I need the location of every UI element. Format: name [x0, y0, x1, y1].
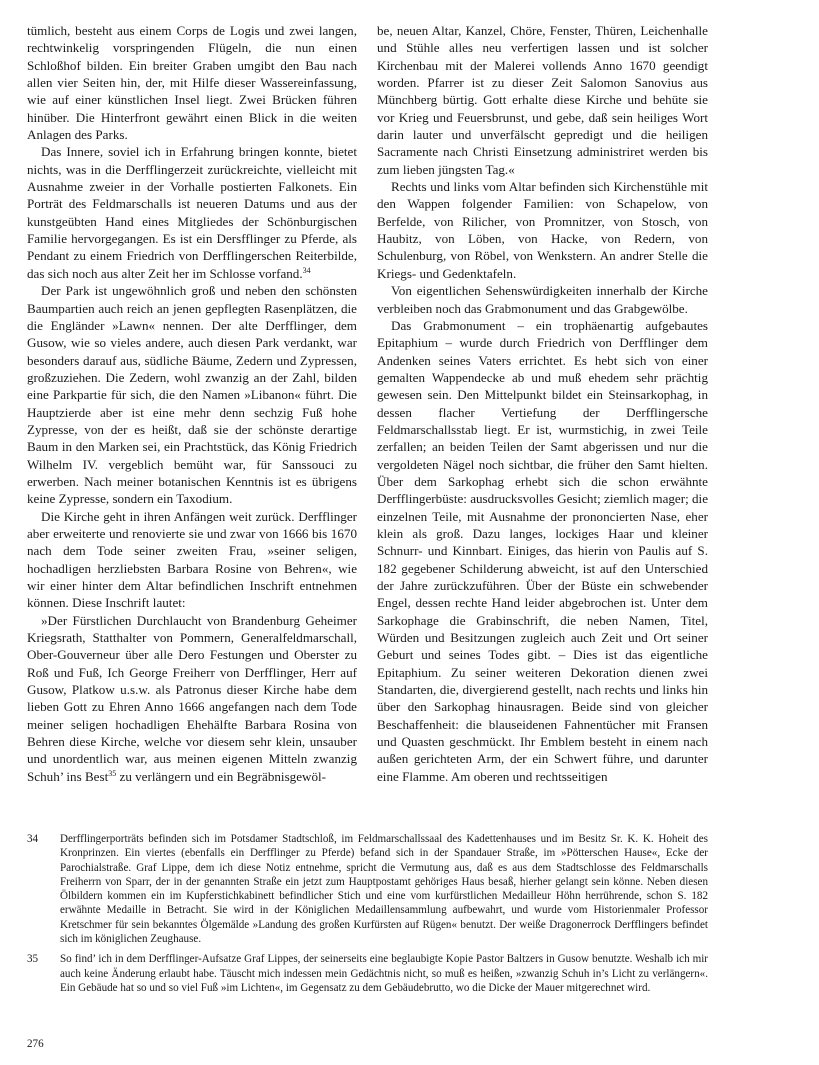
paragraph: Der Park ist ungewöhnlich groß und neben den schönsten Baumpartien auch reich an jenen gepflegten Rasenplätzen, die die Engländer »Lawn« nennen. Der alte Derfflinger, dem Gusow, wie so vieles andere, auch diesen Park verdankt, war besonders darauf aus, südliche Bäume, Zedern und Zypressen, großzuziehen. Die Zedern, wohl zwanzig an der Zahl, bilden eine Parkpartie für sich, die den Namen »Libanon« führt. Die Hauptzierde aber ist eine mehr denn sechzig Fuß hohe Zypresse, von der es heißt, daß sie der schönste derartige Baum in den Marken sei, ein Prachtstück, das König Friedrich Wilhelm IV. vergeblich bemüht war, für Sanssouci zu erwerben. Nach meiner botanischen Kenntnis ist es übrigens keine Zypresse, sondern ein Taxodium.	[27, 283, 357, 507]
footnote-number: 34	[27, 833, 39, 845]
footnotes	[27, 832, 708, 1001]
paragraph: tümlich, besteht aus einem Corps de Logis und zwei langen, rechtwinkelig vorspringenden Flügeln, die nun einen Schloßhof bilden. Ein breiter Graben umgibt den Bau nach allen vier Seiten hin, der, mit Hilfe dieser Wassereinfassung, wie auf einer künstlichen Insel liegt. Zwei Brücken führen hinüber. Die Hinterfront gewährt einen Blick in die weiten Anlagen des Parks.	[27, 23, 357, 143]
footnote-number: 35	[27, 953, 39, 966]
paragraph: Rechts und links vom Altar befinden sich Kirchenstühle mit den Wappen folgender Familien: von Schapelow, von Berfelde, von Rilicher, von Promnitzer, von Stosch, von Haubitz, von Löben, von Hacke, von Redern, von Schulenburg, von Röbel, von Wenkstern. An andrer Stelle die Kriegs- und Gedenktafeln.	[377, 179, 708, 281]
paragraph: be, neuen Altar, Kanzel, Chöre, Fenster, Thüren, Leichenhalle und Stühle alles neu verfertigen lassen und ist solcher Kirchenbau mit der Malerei vollends Anno 1670 geendigt worden. Pfarrer ist zu dieser Zeit Salomon Sanovius aus Münchberg bürtig. Gott erhalte diese Kirche und behüte sie vor Krieg und Feuersbrunst, und gebe, daß sein heiliges Wort darin lauter und unverfälscht gepredigt und die heiligen Sacramente nach Christi Einsetzung administriret werden bis zum lieben jüngsten Tag.«	[377, 23, 708, 177]
footnote-ref-34[interactable]: 34	[302, 265, 311, 275]
footnote-34	[27, 832, 708, 946]
paragraph: Die Kirche geht in ihren Anfängen weit zurück. Derfflinger aber erweiterte und renovierte sie und zwar von 1666 bis 1670 nach dem Tode seiner zweiten Frau, »seiner seligen, hochadligen herzliebsten Barbara Rosine von Behren«, wie wir einer hinter dem Altar befindlichen Inschrift entnehmen können. Diese Inschrift lautet:	[27, 508, 357, 611]
footnote-ref-35[interactable]: 35	[108, 768, 117, 778]
paragraph: Von eigentlichen Sehenswürdigkeiten innerhalb der Kirche verbleiben noch das Grabmonument und das Grabgewölbe.	[377, 283, 708, 316]
page-number: 276	[27, 1038, 44, 1050]
paragraph: Das Grabmonument – ein trophäenartig aufgebautes Epitaphium – wurde durch Friedrich von Derfflinger dem Andenken seines Vaters errichtet. Es hebt sich von einer gemalten Wappendecke ab und muß ehedem sehr prächtig gewesen sein. Den Mittelpunkt bildet ein Steinsarkophag, in dessen flacher Vertiefung der Derfflingersche Feldmarschallsstab liegt. Er ist, wurmstichig, in zwei Teile zerfallen; an beiden Teilen der Samt abgerissen und nur die vergoldeten Nägel noch sichtbar, die früher den Samt hielten. Über dem Sarkophag erhebt sich die schon erwähnte Derfflingerbüste: ausdrucksvolles Gesicht; ziemlich mager; die einzelnen Teile, mit Ausnahme der prononcierten Nase, eher klein als groß. Dazu langes, lockiges Haar und kleiner Schnurr- und Kinnbart. Einiges, das hierin von Paulis auf S. 182 gegebener Schilderung abweicht, ist auf den Unterschied der Jahre zurückzuführen. Über der Büste ein schwebender Engel, dessen rechte Hand leider abgebrochen ist. Unter dem Sarkophage die Grabinschrift, die neben Namen, Titel, Würden und Besitzungen zugleich auch Zeit und Ort seiner Geburt und seines Todes gibt. – Dies ist das eigentliche Epitaphium. Zu seiner weiteren Dekoration dienen zwei Standarten, die, divergierend gestellt, nach rechts und links hin über den Sarkophag hinausragen. Beide sind von gleicher Beschaffenheit: die blauseidenen Fahnentücher mit Fransen und Quasten geschmückt. Ihr Emblem besteht in einem nach außen gerichteten Arm, der ein Schwert führe, und darunter eine Flamme. Am oberen und rechtsseitigen	[377, 317, 709, 784]
right-column	[377, 22, 708, 785]
inscription-quote: »Der Fürstlichen Durchlaucht von Brandenburg Geheimer Kriegsrath, Statthalter von Pommern, Generalfeldmarschall, Ober-Gouverneur über alle Dero Festungen und Oberster zu Roß und Fuß, Ich George Freiherr von Derfflinger, Herr auf Gusow, Platkow u.s.w. als Patronus dieser Kirche habe dem lieben Gott zu Ehren Anno 1666 angefangen nach dem Tode meiner seligen hochadligen Ehehälfte Barbara Rosina von Behren diese Kirche, welche vor diesem sehr klein, unsauber und unordentlich war, aus meinen eigenen Mitteln zwanzig Schuh’ ins Best$^{35}$ zu verlängern und ein Begräbnisgewöl-	[27, 612, 357, 784]
left-column	[27, 22, 357, 785]
paragraph: Das Innere, soviel ich in Erfahrung bringen konnte, bietet nichts, was in die Derfflingerzeit zurückreichte, vielleicht mit Ausnahme zweier in der Vorhalle postierten Falkonets. Ein Porträt des Feldmarschalls ist neueren Datums und aus der kunstgeübten Hand eines Mitgliedes der Schönburgischen Familie hervorgegangen. Es ist ein Dersfflinger zu Pferde, als Pendant zu einem Friedrich von Derfflingerschen Reiterbilde, das sich noch aus alter Zeit her im Schlosse vorfand.$^{34}$	[27, 144, 357, 281]
footnote-text: Derfflingerporträts befinden sich im Potsdamer Stadtschloß, im Feldmarschallssaal des Kadettenhauses und im Besitz Sr. K. K. Hoheit des Kronprinzen. Ein viertes (ebenfalls ein Derfflinger zu Pferde) befand sich in der Spandauer Straße, im »Pötterschen Hause«, Ecke der Parochialstraße. Graf Lippe, dem ich diese Notiz entnehme, spricht die Vermutung aus, daß es aus dem Stadtschlosse des Feldmarschalls Freiherrn von Sparr, der in der genannten Straße ein jetzt zum Hauptpostamt gehöriges Haus besaß, hierher gelangt sein könne. Neben diesen Ölbildern kommen ein im Kupferstichkabinett befindlicher Stich und eine vom kurfürstlichen Medailleur Höhn herrührende, schon S. 182 erwähnte Medaille in Betracht. Sie wird in der Königlichen Medaillensammlung aufbewahrt, und wurde vom Historienmaler Professor Kretschmer für sein bekanntes Ölgemälde »Landung des großen Kurfürsten auf Rügen« benutzt. Der weiße Dragonerrock Derfflingers befindet sich im königlichen Zeughause.	[60, 833, 708, 946]
footnote-35	[27, 952, 708, 995]
footnote-text: So find’ ich in dem Derfflinger-Aufsatze Graf Lippes, der seinerseits eine beglaubigte Kopie Pastor Baltzers in Gusow benutzte. Weshalb ich mir auch keine Änderung erlaubt habe. Täuscht mich indessen mein Gedächtnis nicht, so muß es heißen, »zwanzig Schuh in’s Licht zu verlängern«. Ein Gebäude hat so und so viel Fuß »im Lichten«, im Gegensatz zu dem Gebäudebrutto, wo die Dicke der Mauer mitgerechnet wird.	[60, 953, 708, 994]
